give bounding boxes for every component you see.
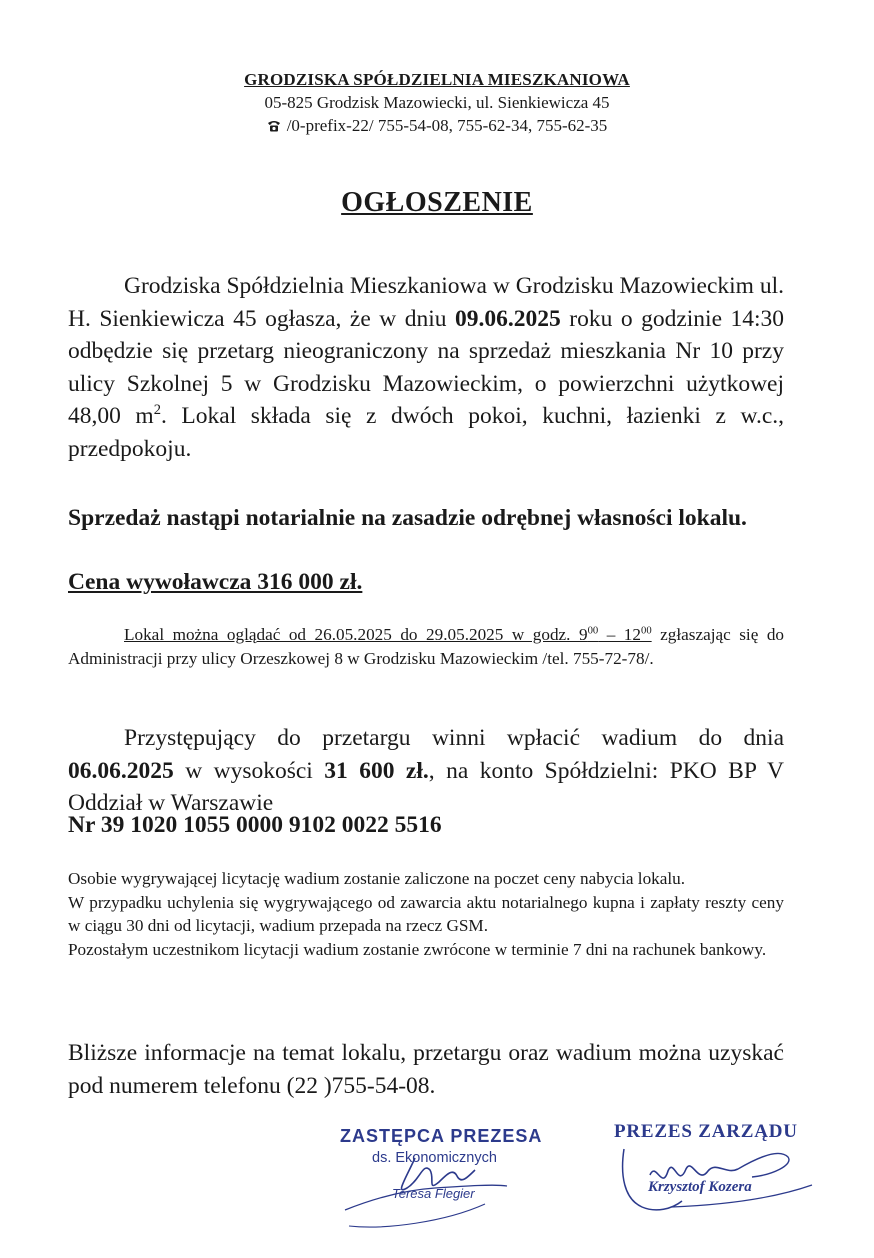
viewing-contact: zgłaszając się do Administracji przy ulicy Orzeszkowej 8 w Grodzisku Mazowieckim /tel. 755-72-78/. (68, 625, 785, 668)
organization-name: GRODZISKA SPÓŁDZIELNIA MIESZKANIOWA (244, 70, 630, 89)
more-info-paragraph: Bliższe informacje na temat lokalu, przetargu oraz wadium można uzyskać pod numerem telefonu (22 )755-54-08. (68, 1040, 784, 1099)
signature-right (612, 1135, 822, 1220)
deposit-paragraph: Przystępujący do przetargu winni wpłacić wadium do dnia 06.06.2025 w wysokości 31 600 zł., na konto Spółdzielni: PKO BP V Oddział w Warszawie (68, 725, 785, 816)
terms-list (68, 867, 784, 961)
deposit-amount: 31 600 zł. (324, 757, 429, 784)
sale-note: Sprzedaż nastąpi notarialnie na zasadzie odrębnej własności lokalu. (68, 505, 747, 531)
paragraph-text: Grodziska Spółdzielnia Mieszkaniowa w Grodzisku Mazowieckim ul. H. Sienkiewicza 45 ogłasza, że w dniu (68, 273, 784, 332)
announcement-paragraph (68, 270, 784, 465)
paragraph-text: roku o godzinie 14:30 odbędzie się przetarg nieograniczony na sprzedaż mieszkania Nr 10 przy ulicy Szkolnej 5 w Grodzisku Mazowieckim, o powierzchni użytkowej 48,00 m (68, 305, 785, 429)
stamp-left-role: ZASTĘPCA PREZESA (340, 1126, 543, 1146)
stamp-left-name: Teresa Flegier (392, 1186, 475, 1201)
page-title: OGŁOSZENIE (341, 187, 533, 218)
terms-item: Pozostałym uczestnikom licytacji wadium zostanie zwrócone w terminie 7 dni na rachunek bankowy. (68, 939, 767, 959)
auction-date: 09.06.2025 (455, 305, 561, 332)
stamp-right-role: PREZES ZARZĄDU (614, 1121, 798, 1142)
area-superscript: 2 (153, 402, 161, 419)
paragraph-text: . Lokal składa się z dwóch pokoi, kuchni, łazienki z w.c., przedpokoju. (68, 403, 784, 462)
terms-item: W przypadku uchylenia się wygrywającego od zawarcia aktu notarialnego kupna i zapłaty reszty ceny w ciągu 30 dni od licytacji, wadium przepada na rzecz GSM. (68, 892, 784, 935)
stamp-left-dept: ds. Ekonomicznych (372, 1150, 497, 1166)
starting-price: Cena wywoławcza 316 000 zł. (68, 569, 363, 595)
bank-account-number: Nr 39 1020 1055 0000 9102 0022 5516 (68, 812, 442, 838)
organization-address: 05-825 Grodzisk Mazowiecki, ul. Sienkiewicza 45 (264, 93, 610, 112)
organization-phones (0, 116, 874, 136)
viewing-dates: Lokal można oglądać od 26.05.2025 do 29.05.2025 w godz. $9^{00} - 12^{00}$ (124, 625, 652, 644)
telephone-icon (267, 120, 281, 132)
phone-numbers: /0-prefix-22/ 755-54-08, 755-62-34, 755-62-35 (286, 116, 608, 135)
deposit-date: 06.06.2025 (68, 757, 174, 784)
stamp-right-name: Krzysztof Kozera (648, 1179, 752, 1195)
viewing-paragraph (68, 623, 784, 670)
terms-item: Osobie wygrywającej licytację wadium zostanie zaliczone na poczet ceny nabycia lokalu. (68, 869, 686, 888)
